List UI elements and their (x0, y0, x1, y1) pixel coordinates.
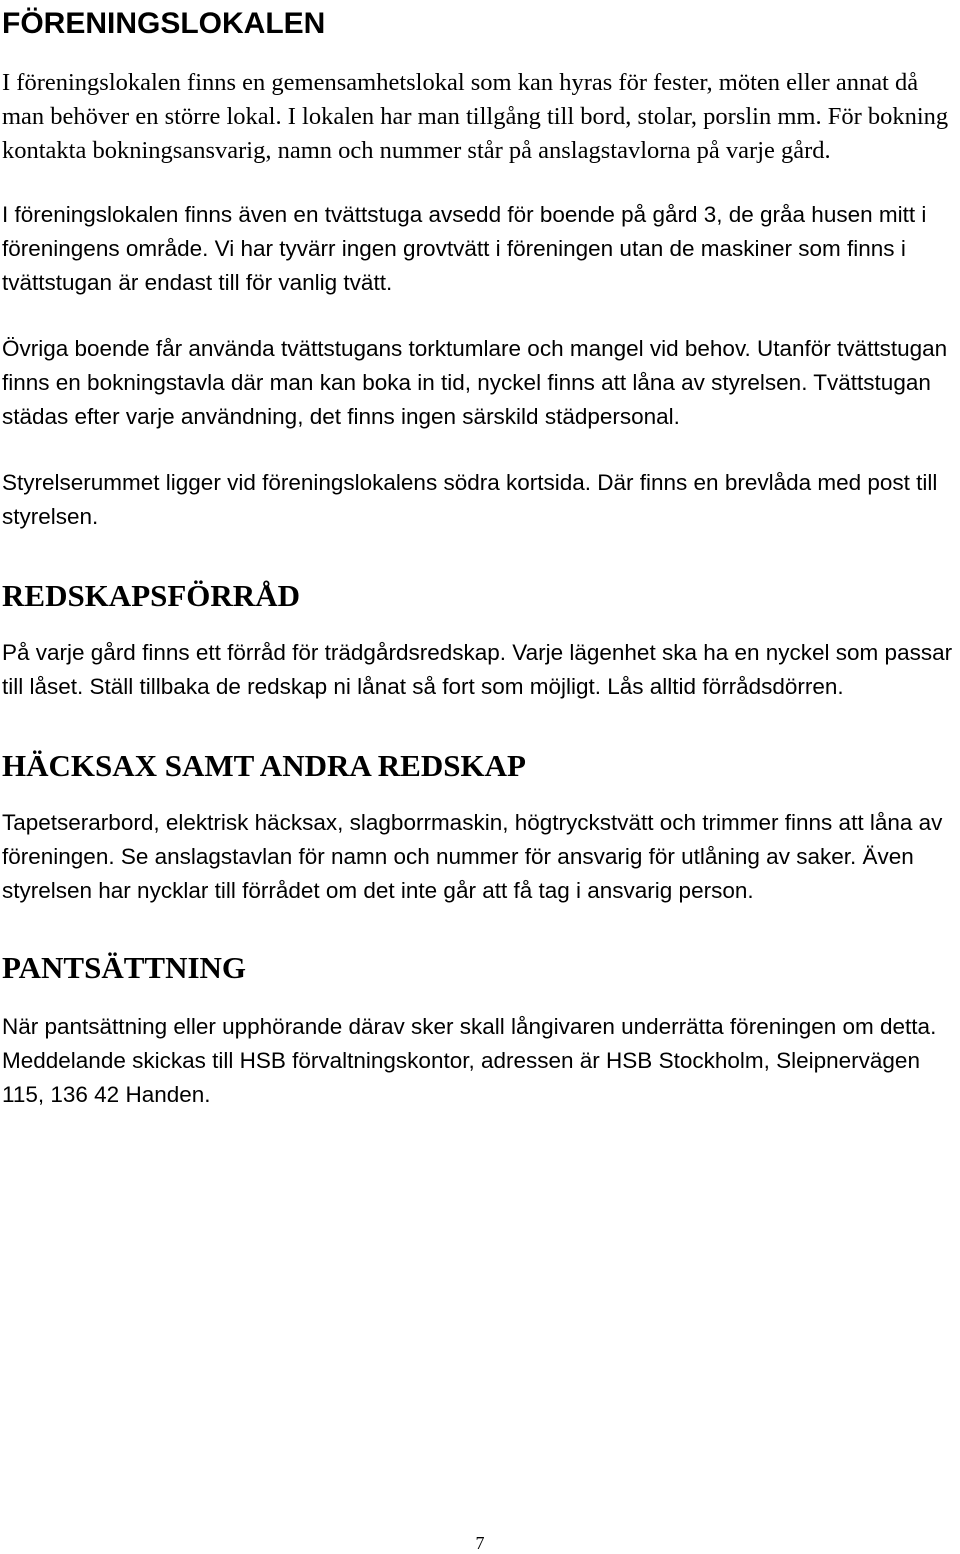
page-number: 7 (475, 1533, 485, 1553)
paragraph-gemensamhetslokal: I föreningslokalen finns en gemensamhetslokal som kan hyras för fester, möten eller annat då man behöver en större lokal. I lokalen har man tillgång till bord, stolar, porslin mm. För bokning kontakta bokningsansvarig, namn och nummer står på anslagstavlorna på varje gård. (2, 69, 949, 164)
paragraph-utlaning: Tapetserarbord, elektrisk häcksax, slagborrmaskin, högtryckstvätt och trimmer finns att låna av föreningen. Se anslagstavlan för namn och nummer för ansvarig för utlåning av saker. Även styrelsen har nycklar till förrådet om det inte går att få tag i ansvarig person. (2, 810, 943, 903)
paragraph-pantsattning: När pantsättning eller upphörande därav sker skall långivaren underrätta föreningen om detta. Meddelande skickas till HSB förvaltningskontor, adressen är HSB Stockholm, Sleipnervägen 115, 136 42 Handen. (2, 1014, 937, 1107)
heading-pantsattning: PANTSÄTTNING (2, 950, 247, 985)
heading-foreningslokalen: FÖRENINGSLOKALEN (2, 7, 326, 40)
paragraph-styrelserummet: Styrelserummet ligger vid föreningslokalens södra kortsida. Där finns en brevlåda med post till styrelsen. (2, 470, 938, 529)
heading-hacksax: HÄCKSAX SAMT ANDRA REDSKAP (2, 748, 526, 783)
paragraph-tradgardsredskap: På varje gård finns ett förråd för trädgårdsredskap. Varje lägenhet ska ha en nyckel som passar till låset. Ställ tillbaka de redskap ni lånat så fort som möjligt. Lås alltid förrådsdörren. (2, 640, 953, 699)
paragraph-ovriga-boende: Övriga boende får använda tvättstugans torktumlare och mangel vid behov. Utanför tvättstugan finns en bokningstavla där man kan boka in tid, nyckel finns att låna av styrelsen. Tvättstugan städas efter varje användning, det finns ingen särskild städpersonal. (2, 336, 948, 429)
heading-redskapsforrad: REDSKAPSFÖRRÅD (2, 578, 300, 613)
document-body (2, 0, 958, 1112)
paragraph-tvattstuga: I föreningslokalen finns även en tvättstuga avsedd för boende på gård 3, de gråa husen mitt i föreningens område. Vi har tyvärr ingen grovtvätt i föreningen utan de maskiner som finns i tvättstugan är endast till för vanlig tvätt. (2, 202, 927, 295)
